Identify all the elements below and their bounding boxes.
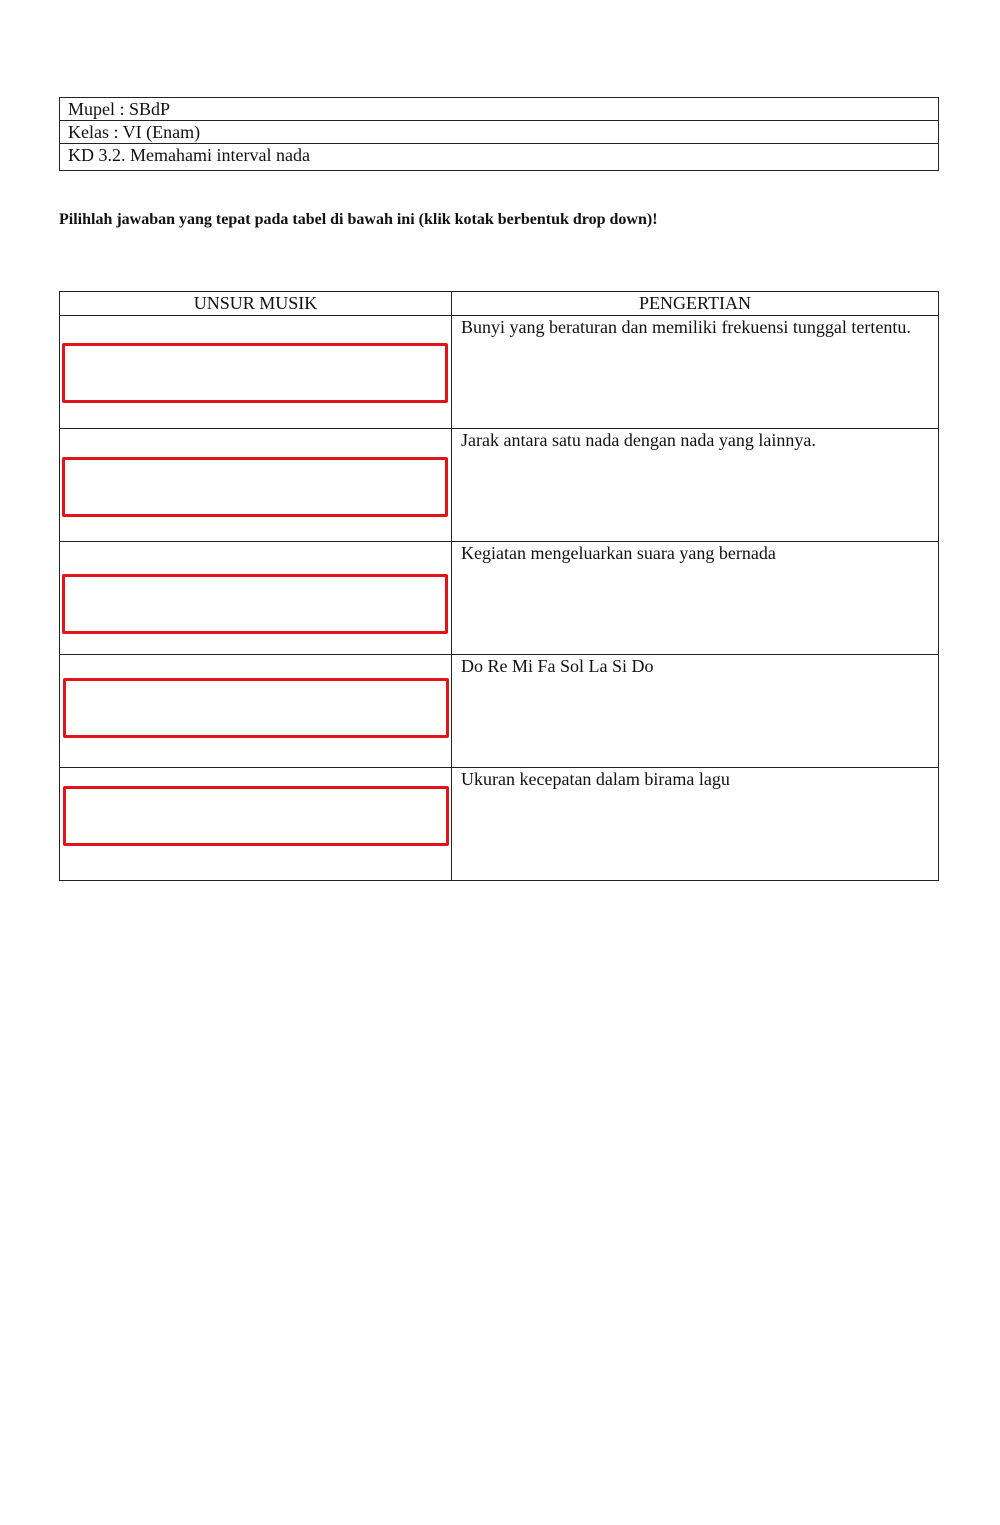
mupel-label: Mupel : SBdP: [60, 98, 939, 121]
header-unsur-musik: UNSUR MUSIK: [60, 292, 452, 316]
answer-dropdown-4[interactable]: [63, 678, 449, 738]
kelas-label: Kelas : VI (Enam): [60, 121, 939, 144]
answer-cell: [60, 542, 452, 655]
definition-cell: Do Re Mi Fa Sol La Si Do: [452, 655, 939, 768]
info-row-mupel: [60, 98, 939, 121]
table-header-row: [60, 292, 939, 316]
kd-label: KD 3.2. Memahami interval nada: [60, 144, 939, 171]
definition-cell: Jarak antara satu nada dengan nada yang lainnya.: [452, 429, 939, 542]
table-row: [60, 542, 939, 655]
instruction-text: Pilihlah jawaban yang tepat pada tabel di bawah ini (klik kotak berbentuk drop down)!: [59, 211, 658, 228]
info-table: [59, 97, 939, 171]
answer-cell: [60, 655, 452, 768]
definition-cell: Kegiatan mengeluarkan suara yang bernada: [452, 542, 939, 655]
table-row: [60, 655, 939, 768]
info-row-kelas: [60, 121, 939, 144]
answer-dropdown-2[interactable]: [62, 457, 448, 517]
matching-table: [59, 291, 939, 881]
definition-cell: Ukuran kecepatan dalam birama lagu: [452, 768, 939, 881]
table-row: [60, 429, 939, 542]
answer-cell: [60, 429, 452, 542]
answer-cell: [60, 768, 452, 881]
answer-dropdown-5[interactable]: [63, 786, 449, 846]
header-pengertian: PENGERTIAN: [452, 292, 939, 316]
table-row: [60, 316, 939, 429]
definition-cell: Bunyi yang beraturan dan memiliki frekuensi tunggal tertentu.: [452, 316, 939, 429]
answer-dropdown-3[interactable]: [62, 574, 448, 634]
answer-dropdown-1[interactable]: [62, 343, 448, 403]
answer-cell: [60, 316, 452, 429]
table-row: [60, 768, 939, 881]
info-row-kd: [60, 144, 939, 171]
